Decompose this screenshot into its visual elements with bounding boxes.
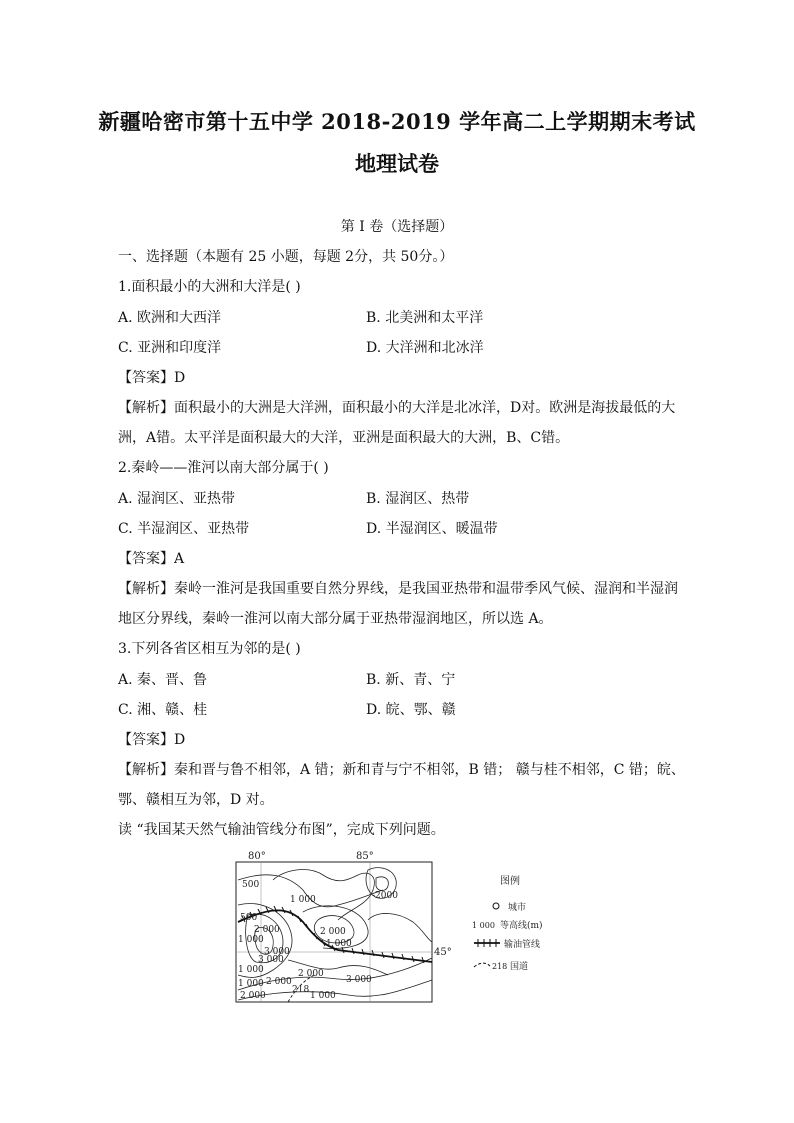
question-2-analysis-line-2: 地区分界线，秦岭一淮河以南大部分属于亚热带湿润地区，所以选 A。 bbox=[118, 611, 553, 627]
contour-label: 2 000 bbox=[320, 927, 346, 937]
contour-label: 500 bbox=[242, 880, 260, 890]
question-3-analysis-line-1: 【解析】秦和晋与鲁不相邻，A 错；新和青与宁不相邻，B 错； 赣与桂不相邻，C 错；皖、 bbox=[118, 762, 685, 778]
legend-title: 图例 bbox=[500, 876, 520, 887]
map-legend bbox=[472, 874, 543, 972]
question-3-answer: 【答案】D bbox=[118, 732, 186, 748]
question-2-answer: 【答案】A bbox=[118, 551, 185, 567]
road-legend-symbol bbox=[474, 963, 490, 967]
city-symbol bbox=[493, 903, 499, 909]
contour-line bbox=[376, 877, 388, 891]
contour-label: 2 000 bbox=[298, 969, 324, 979]
question-1-stem: 1.面积最小的大洲和大洋是( ) bbox=[118, 279, 301, 295]
question-2-stem: 2.秦岭——淮河以南大部分属于( ) bbox=[118, 460, 329, 476]
question-3-analysis-line-2: 鄂、赣相互为邻，D 对。 bbox=[118, 792, 274, 808]
question-1-option-c: C. 亚洲和印度洋 bbox=[118, 340, 222, 356]
question-3-option-c: C. 湘、赣、桂 bbox=[118, 702, 208, 718]
question-2-option-b: B. 湿润区、热带 bbox=[366, 491, 470, 507]
question-1-option-b: B. 北美洲和太平洋 bbox=[366, 310, 484, 326]
contour-label: 2 000 bbox=[240, 991, 266, 1001]
reading-instruction: 读 “我国某天然气输油管线分布图”，完成下列问题。 bbox=[118, 822, 445, 838]
document-subtitle: 地理试卷 bbox=[355, 151, 439, 176]
section-label: 第 I 卷（选择题） bbox=[340, 219, 454, 235]
contour-labels bbox=[238, 880, 398, 1001]
pipeline-legend-symbol bbox=[474, 939, 500, 947]
longitude-80-label: 80° bbox=[248, 851, 266, 862]
contour-label: 1 000 bbox=[290, 895, 316, 905]
contour-label: -2000 bbox=[372, 891, 398, 901]
question-2-option-d: D. 半湿润区、暖温带 bbox=[366, 521, 498, 537]
question-1-answer: 【答案】D bbox=[118, 370, 186, 386]
legend-road-sample: 218 bbox=[492, 962, 508, 971]
document-title: 新疆哈密市第十五中学 2018-2019 学年高二上学期期末考试 bbox=[98, 109, 696, 134]
pipeline-contour-map bbox=[228, 850, 568, 1010]
contour-label: 1 000 bbox=[326, 939, 352, 949]
legend-contour-sample: 1 000 bbox=[472, 921, 495, 930]
question-3-stem: 3.下列各省区相互为邻的是( ) bbox=[118, 641, 301, 657]
contour-line bbox=[368, 913, 432, 942]
contour-label: 1 000 bbox=[238, 979, 264, 989]
question-3-option-a: A. 秦、晋、鲁 bbox=[118, 672, 208, 688]
question-1-option-a: A. 欧洲和大西洋 bbox=[118, 310, 222, 326]
contour-label: 3 000 bbox=[264, 947, 290, 957]
legend-road-label: 国道 bbox=[510, 962, 529, 972]
contour-label: 1 000 bbox=[238, 965, 264, 975]
contour-label: 2 000 bbox=[266, 977, 292, 987]
question-3-option-b: B. 新、青、宁 bbox=[366, 672, 456, 688]
latitude-45-label: 45° bbox=[434, 947, 452, 958]
contour-label: 3 000 bbox=[346, 975, 372, 985]
contour-label: 3 000 bbox=[258, 955, 284, 965]
contour-label: 500 bbox=[240, 913, 258, 923]
question-3-option-d: D. 皖、鄂、赣 bbox=[366, 702, 456, 718]
contour-label: 1 000 bbox=[310, 991, 336, 1001]
legend-city-label: 城市 bbox=[508, 903, 527, 913]
question-2-analysis-line-1: 【解析】秦岭一淮河是我国重要自然分界线，是我国亚热带和温带季风气候、湿润和半湿润 bbox=[118, 581, 678, 597]
legend-pipeline-label: 输油管线 bbox=[504, 940, 541, 950]
contour-label: 1 000 bbox=[238, 935, 264, 945]
question-1-analysis-line-2: 洲，A错。太平洋是面积最大的大洋，亚洲是面积最大的大洲，B、C错。 bbox=[118, 430, 570, 446]
section-instruction: 一、选择题（本题有 25 小题，每题 2分，共 50分。） bbox=[118, 249, 454, 265]
legend-contour-label: 等高线(m) bbox=[500, 921, 543, 931]
question-1-analysis-line-1: 【解析】面积最小的大洲是大洋洲，面积最小的大洋是北冰洋，D对。欧洲是海拔最低的大 bbox=[118, 400, 676, 416]
contour-label: 2 000 bbox=[254, 925, 280, 935]
longitude-85-label: 85° bbox=[356, 851, 374, 862]
question-2-option-a: A. 湿润区、亚热带 bbox=[118, 491, 236, 507]
question-1-option-d: D. 大洋洲和北冰洋 bbox=[366, 340, 484, 356]
contour-label: 218 bbox=[292, 985, 310, 995]
question-2-option-c: C. 半湿润区、亚热带 bbox=[118, 521, 250, 537]
